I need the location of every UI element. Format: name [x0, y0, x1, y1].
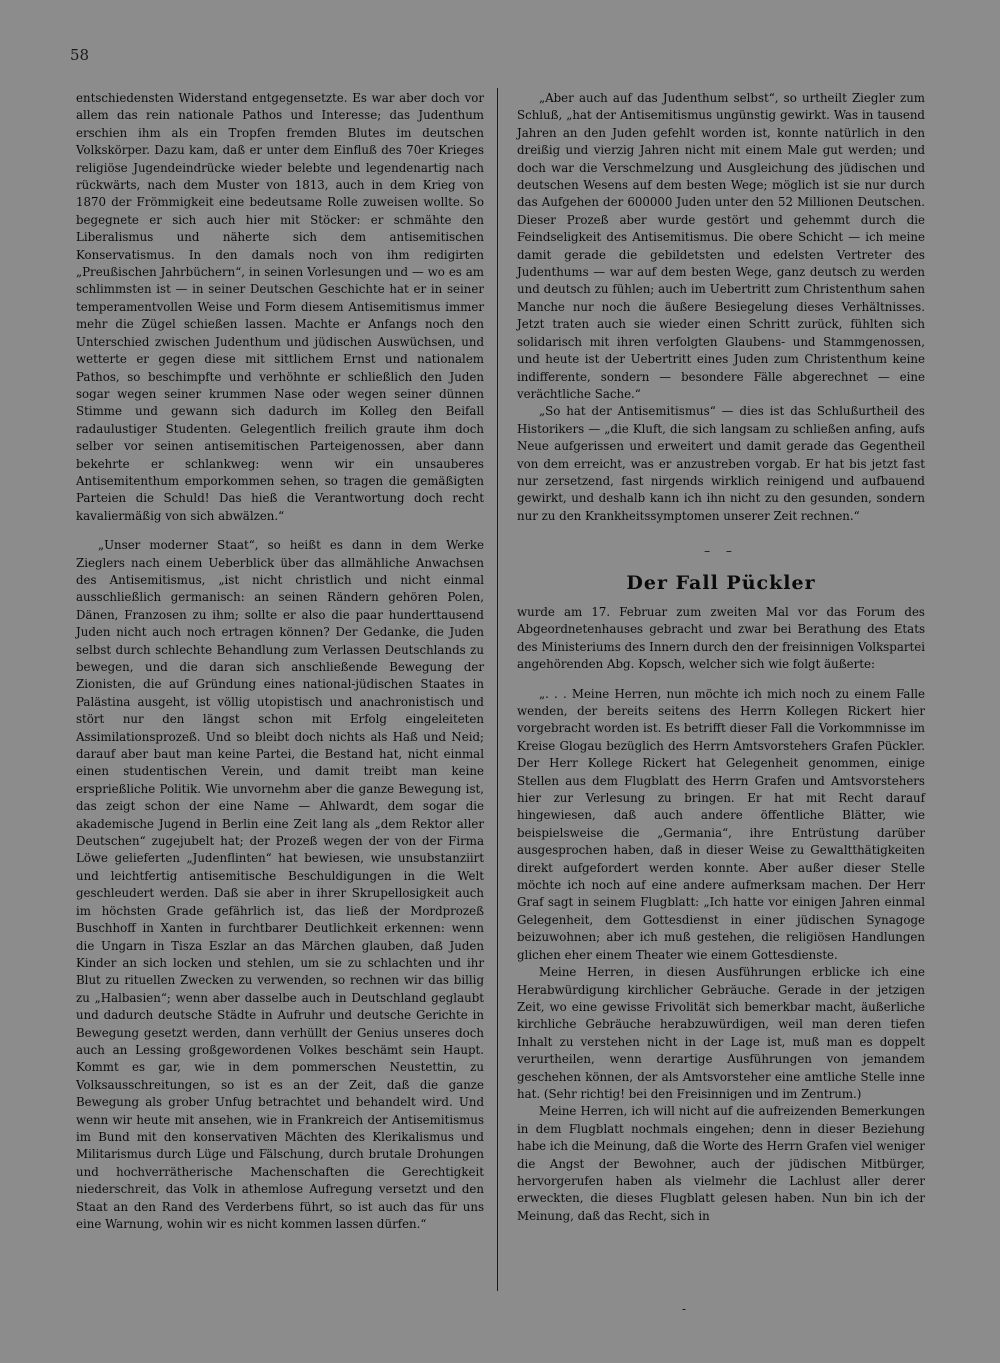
column-divider-line	[497, 88, 498, 1291]
paragraph: Meine Herren, ich will nicht auf die aufreizenden Bemerkungen in dem Flugblatt nochmals eingehen; denn in dieser Beziehung habe ich die Meinung, daß die Worte des Herrn Grafen viel weniger die Angst der Bewohner, auch der jüdischen Mitbürger, hervorgerufen haben als vielmehr die Lachlust aller derer erweckten, die dieses Flugblatt gelesen haben. Nun bin ich der Meinung, daß das Recht, sich in	[517, 1104, 925, 1223]
left-column	[76, 90, 484, 1233]
paragraph: wurde am 17. Februar zum zweiten Mal vor das Forum des Abgeordnetenhauses gebracht und zwar bei Berathung des Etats des Ministeriums des Innern durch den der freisinnigen Volkspartei angehörenden Abg. Kopsch, welcher sich wie folgt äußerte:	[517, 604, 925, 672]
paragraph: Meine Herren, in diesen Ausführungen erblicke ich eine Herabwürdigung kirchlicher Gebräuche. Gerade in der jetzigen Zeit, wo eine gewisse Frivolität sich bemerkbar macht, äußerliche kirchliche Gebräuche herabzuwürdigen, weil man deren tiefen Inhalt zu verstehen nicht in der Lage ist, muß man es doppelt verurtheilen, wenn derartige Ausführungen von jemandem geschehen können, der als Amtsvorsteher eine amtliche Stelle inne hat. (Sehr richtig! bei den Freisinnigen und im Zentrum.)	[517, 965, 925, 1101]
section-divider: – –	[704, 544, 738, 559]
paragraph: „Aber auch auf das Judenthum selbst“, so urtheilt Ziegler zum Schluß, „hat der Antisemitismus ungünstig gewirkt. Was in tausend Jahren an den Juden gefehlt worden ist, konnte natürlich in den dreißig und vierzig Jahren nicht mit einem Male gut werden; und doch war die Verschmelzung und Ausgleichung des jüdischen und deutschen Wesens auf dem besten Wege; möglich ist sie nur durch das Aufgehen der 600000 Juden unter den 52 Millionen Deutschen. Dieser Prozeß aber wurde gestört und gehemmt durch die Feindseligkeit des Antisemitismus. Die obere Schicht — ich meine damit gerade die gebildetsten und edelsten Vertreter des Judenthums — war auf dem besten Wege, ganz deutsch zu werden und deutsch zu fühlen; auch im Uebertritt zum Christenthum sahen Manche nur noch die äußere Besiegelung dieses Verhältnisses. Jetzt traten auch sie wieder einen Schritt zurück, fühlten sich solidarisch mit ihren verfolgten Glaubens- und Stammgenossen, und heute ist der Uebertritt eines Juden zum Christenthum keine indifferente, sondern — besondere Fälle abgerechnet — eine verächtliche Sache.“	[517, 91, 925, 401]
page-number: 58	[70, 46, 90, 64]
paragraph: „So hat der Antisemitismus“ — dies ist das Schlußurtheil des Historikers — „die Kluft, die sich langsam zu schließen anfing, aufs Neue aufgerissen und erweitert und damit gerade das Gegentheil von dem erreicht, was er anzustreben vorgab. Er hat bis jetzt fast nur zersetzend, fast nirgends wirklich reinigend und aufbauend gewirkt, und deshalb kann ich ihn nicht zu den gesunden, sondern nur zu den Krankheitssymptomen unserer Zeit rechnen.“	[517, 404, 925, 523]
paragraph: entschiedensten Widerstand entgegensetzte. Es war aber doch vor allem das rein nationale Pathos und Interesse; das Judenthum erschien ihm als ein Tropfen fremden Blutes im deutschen Volkskörper. Dazu kam, daß er unter dem Einfluß des 70er Krieges religiöse Jugendeindrücke wieder belebte und legendenartig nach rückwärts, nach dem Muster von 1813, auch in dem Krieg von 1870 der Frömmigkeit eine bedeutsame Rolle zuweisen wollte. So begegnete er sich auch hier mit Stöcker: er schmähte den Liberalismus und näherte sich dem antisemitischen Konservatismus. In den damals noch von ihm redigirten „Preußischen Jahrbüchern“, in seinen Vorlesungen und — wo es am schlimmsten ist — in seiner Deutschen Geschichte hat er in seiner temperamentvollen Weise und Form diesem Antisemitismus immer mehr die Zügel schießen lassen. Machte er Anfangs noch den Unterschied zwischen Judenthum und jüdischen Auswüchsen, und wetterte er gegen diese mit sittlichem Ernst und nationalem Pathos, so beschimpfte und verhöhnte er schließlich den Juden sogar wegen seiner krummen Nase oder wegen seiner dünnen Stimme und gewann sich dadurch im Kolleg den Beifall radaulustiger Studenten. Gelegentlich freilich graute ihm doch selber vor seinen antisemitischen Parteigenossen, aber dann bekehrte er schlankweg: wenn wir ein unsauberes Antisemitenthum emporkommen sehen, so tragen die gemäßigten Parteien die Schuld! Das hieß die Verantwortung doch recht kavaliermäßig von sich abwälzen.“	[76, 91, 484, 523]
paragraph: „. . . Meine Herren, nun möchte ich mich noch zu einem Falle wenden, der bereits seitens des Herrn Kollegen Rickert hier vorgebracht worden ist. Es betrifft dieser Fall die Vorkommnisse im Kreise Glogau bezüglich des Herrn Amtsvorstehers Grafen Pückler. Der Herr Kollege Rickert hat Gelegenheit genommen, einige Stellen aus dem Flugblatt des Herrn Grafen und Amtsvorstehers hier zur Verlesung zu bringen. Er hat mit Recht darauf hingewiesen, daß auch andere öffentliche Blätter, wie beispielsweise die „Germania“, ihre Entrüstung darüber ausgesprochen haben, daß in dieser Weise zu Gewaltthätigkeiten direkt aufgefordert werden konnte. Aber außer dieser Stelle möchte ich noch auf eine andere aufmerksam machen. Der Herr Graf sagt in seinem Flugblatt: „Ich hatte vor einigen Jahren einmal Gelegenheit, dem Gottesdienst in einer jüdischen Synagoge beizuwohnen; aber ich muß gestehen, die religiösen Handlungen glichen eher einem Theater wie einem Gottesdienste.	[517, 686, 925, 962]
section-title: Der Fall Pückler	[626, 571, 816, 594]
paragraph: „Unser moderner Staat“, so heißt es dann in dem Werke Zieglers nach einem Ueberblick über das allmähliche Anwachsen des Antisemitismus, „ist nicht christlich und nicht einmal ausschließlich germanisch: an seinen Rändern gehören Polen, Dänen, Franzosen zu ihm; sollte er also die paar hunderttausend Juden nicht auch noch ertragen können? Der Gedanke, die Juden selbst durch schlechte Behandlung zum Verlassen Deutschlands zu bewegen, und die daran sich anschließende Bewegung der Zionisten, die auf Gründung eines national-jüdischen Staates in Palästina ausgeht, ist völlig utopistisch und anachronistisch und stört nur den längst schon mit Erfolg eingeleiteten Assimilationsprozeß. Und so bleibt doch nichts als Haß und Neid; darauf aber baut man keine Partei, die Bestand hat, nicht einmal einen studentischen Verein, und damit treibt man keine ersprießliche Politik. Wie unvornehm aber die ganze Bewegung ist, das zeigt schon der eine Name — Ahlwardt, dem sogar die akademische Jugend in Berlin eine Zeit lang als „dem Rektor aller Deutschen“ zugejubelt hat; der Prozeß wegen der von der Firma Löwe gelieferten „Judenflinten“ hat bewiesen, wie unsubstanziirt und leichtfertig antisemitische Beschuldigungen in die Welt geschleudert werden. Daß sie aber in ihrer Skrupellosigkeit auch im höchsten Grade gefährlich ist, das ließ der Mordprozeß Buschhoff in Xanten in furchtbarer Deutlichkeit erkennen: wenn die Ungarn in Tisza Eszlar an das Märchen glauben, daß Juden Kinder an sich locken und stehlen, um sie zu schlachten und ihr Blut zu rituellen Zwecken zu verwenden, so rechnen wir das billig zu „Halbasien“; wenn aber dasselbe auch in Deutschland geglaubt und dadurch deutsche Städte in Aufruhr und deutsche Gerichte in Bewegung gesetzt werden, dann verhüllt der Genius unseres doch auch an Lessing großgewordenen Volkes beschämt sein Haupt. Kommt es gar, wie in dem pommerschen Neustettin, zu Volksausschreitungen, so ist es an der Zeit, daß die ganze Bewegung als grober Unfug betrachtet und behandelt wird. Und wenn wir heute mit ansehen, wie in Frankreich der Antisemitismus im Bund mit den konservativen Mächten des Klerikalismus und Militarismus durch Lüge und Fälschung, durch brutale Drohungen und hochverrätherische Machenschaften die Gerechtigkeit niederschreit, das Volk in athemlose Aufregung versetzt und den Staat an den Rand des Verderbens führt, so ist auch das für uns eine Warnung, wohin wir es nicht kommen lassen dürfen.“	[76, 538, 484, 1231]
bottom-mark: -	[682, 1302, 687, 1316]
right-column	[517, 90, 925, 1225]
